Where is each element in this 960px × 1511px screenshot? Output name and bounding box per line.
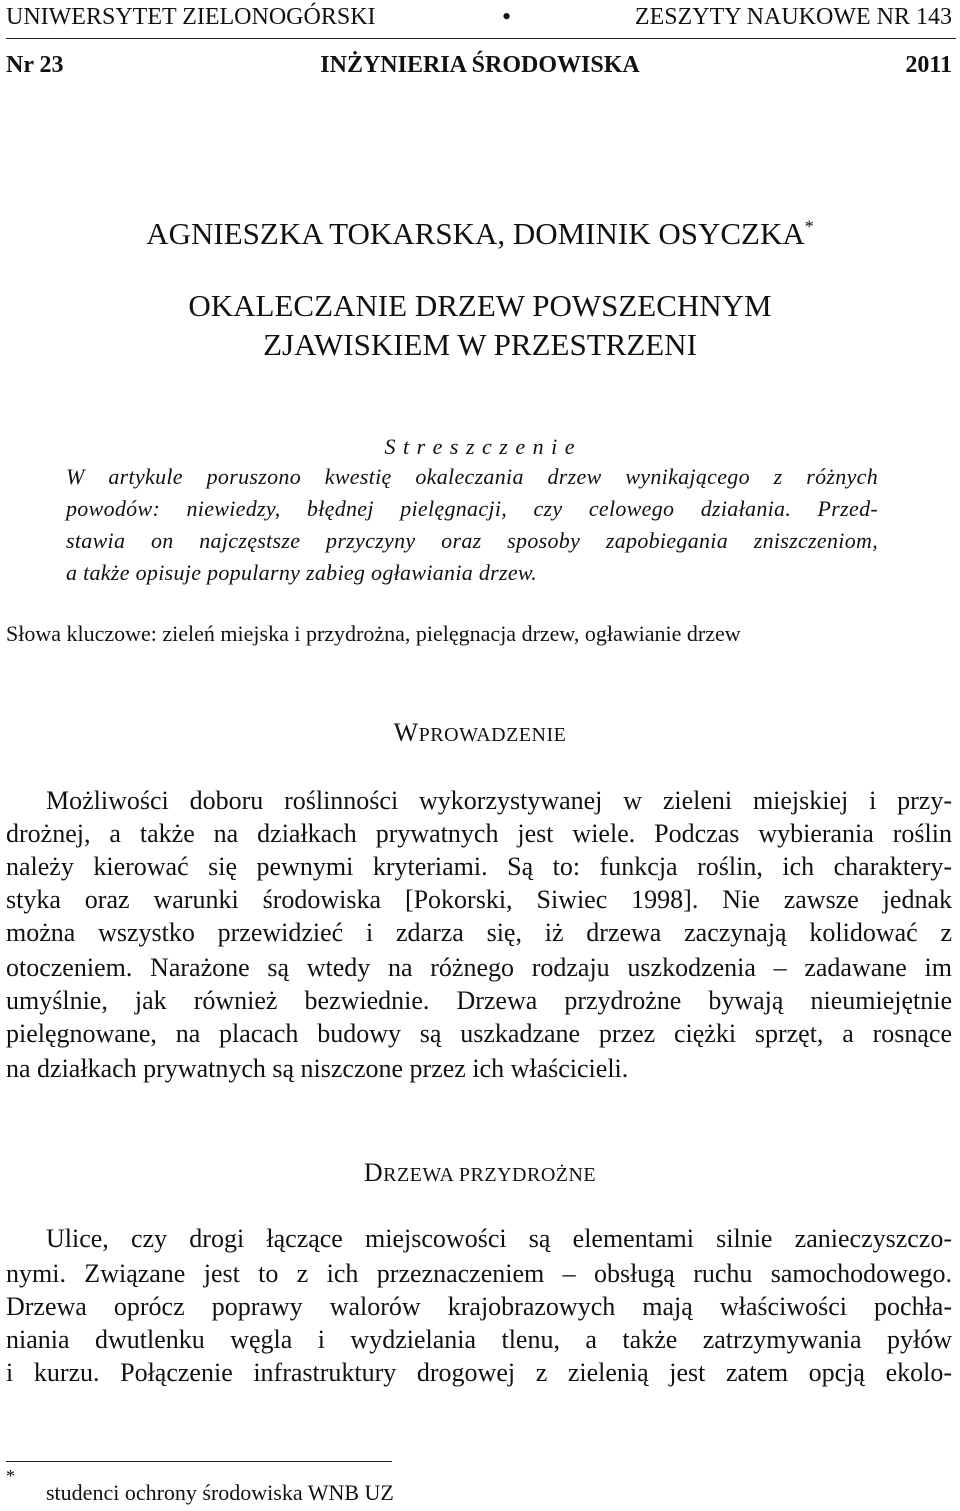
- heading-initial: W: [393, 718, 419, 747]
- authors-names: AGNIESZKA TOKARSKA, DOMINIK OSYCZKA: [146, 216, 805, 251]
- header-rule: [6, 38, 956, 39]
- section-heading-roadside-trees: [0, 1158, 960, 1188]
- heading-rest: PRZYDROŻNE: [458, 1164, 597, 1186]
- heading-rest: PROWADZENIE: [418, 724, 567, 746]
- paragraph-line: Drzewa oprócz poprawy walorów krajobrazowych mają właściwości pochła-: [6, 1292, 952, 1321]
- abstract-line: W artykule poruszono kwestię okaleczania drzew wynikającego z różnych: [66, 464, 878, 489]
- authors-footnote-mark: *: [804, 216, 814, 237]
- paragraph-line: należy kierować się pewnymi kryteriami. Są to: funkcja roślin, ich charaktery-: [6, 852, 952, 881]
- header-university: UNIWERSYTET ZIELONOGÓRSKI: [6, 4, 376, 30]
- paragraph-line: nymi. Związane jest to z ich przeznaczeniem – obsługą ruchu samochodowego.: [6, 1259, 952, 1288]
- paragraph-line: można wszystko przewidzieć i zdarza się, iż drzewa zaczynają kolidować z: [6, 918, 952, 947]
- article-authors: [0, 216, 960, 252]
- paragraph-line: niania dwutlenku węgla i wydzielania tlenu, a także zatrzymywania pyłów: [6, 1325, 952, 1354]
- heading-initial: D: [363, 1158, 384, 1187]
- footnote-text: studenci ochrony środowiska WNB UZ: [46, 1480, 394, 1505]
- paragraph-line: pielęgnowane, na placach budowy są uszkadzane przez ciężki sprzęt, a rosnące: [6, 1019, 952, 1048]
- abstract-line: a także opisuje popularny zabieg ogławiania drzew.: [66, 560, 538, 585]
- paragraph-line: styka oraz warunki środowiska [Pokorski, Siwiec 1998]. Nie zawsze jednak: [6, 885, 952, 914]
- heading-rest: RZEWA: [383, 1164, 459, 1186]
- keywords: Słowa kluczowe: zieleń miejska i przydrożna, pielęgnacja drzew, ogławianie drzew: [6, 621, 741, 646]
- paragraph-line: drożnej, a także na działkach prywatnych jest wiele. Podczas wybierania roślin: [6, 819, 952, 848]
- footnote-mark: *: [6, 1466, 15, 1486]
- header-series: INŻYNIERIA ŚRODOWISKA: [320, 52, 640, 78]
- footnote-rule: [6, 1461, 392, 1462]
- section-heading-introduction: [0, 718, 960, 748]
- header-bullet: •: [502, 2, 512, 31]
- abstract-line: stawia on najczęstsze przyczyny oraz sposoby zapobiegania zniszczeniom,: [66, 528, 878, 553]
- header-number: Nr 23: [6, 52, 64, 78]
- paragraph-line: Możliwości doboru roślinności wykorzystywanej w zieleni miejskiej i przy-: [46, 786, 952, 815]
- article-title-line-2: ZJAWISKIEM W PRZESTRZENI: [263, 327, 697, 362]
- paragraph-line: Ulice, czy drogi łączące miejscowości są elementami silnie zanieczyszczo-: [46, 1224, 952, 1253]
- paragraph-line: otoczeniem. Narażone są wtedy na różnego rodzaju uszkodzenia – zadawane im: [6, 953, 952, 982]
- header-journal: ZESZYTY NAUKOWE NR 143: [634, 4, 952, 30]
- paragraph-line: umyślnie, jak również bezwiednie. Drzewa przydrożne bywają nieumiejętnie: [6, 986, 952, 1015]
- paragraph-line: na działkach prywatnych są niszczone przez ich właścicieli.: [6, 1054, 629, 1083]
- abstract-heading: S t r e s z c z e n i e: [384, 434, 576, 459]
- paragraph-line: i kurzu. Połączenie infrastruktury drogowej z zielenią jest zatem opcją ekolo-: [6, 1358, 952, 1387]
- abstract-line: powodów: niewiedzy, błędnej pielęgnacji, czy celowego działania. Przed-: [66, 496, 878, 521]
- header-year: 2011: [905, 52, 952, 78]
- article-title-line-1: OKALECZANIE DRZEW POWSZECHNYM: [188, 288, 772, 323]
